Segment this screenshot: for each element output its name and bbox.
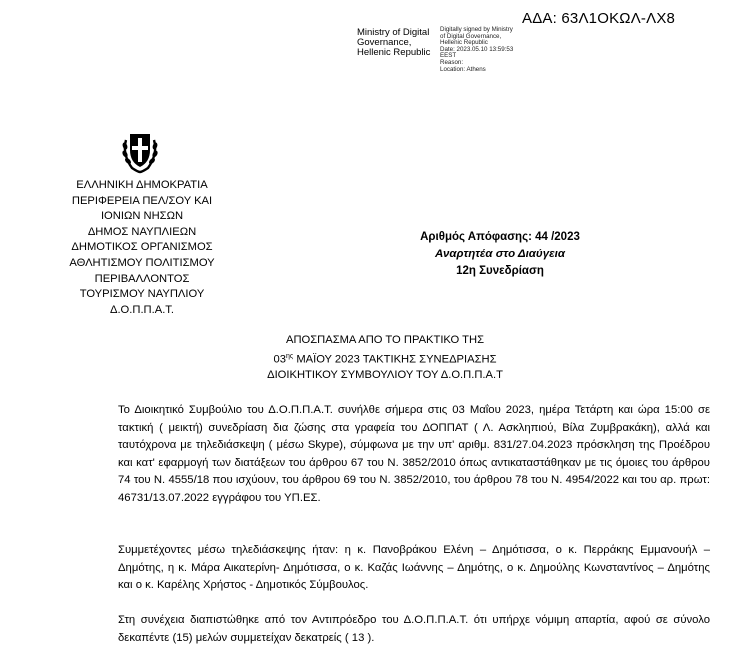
signer-line: Hellenic Republic [357,47,431,58]
heading-line-1: ΑΠΟΣΠΑΣΜΑ ΑΠΟ ΤΟ ΠΡΑΚΤΙΚΟ ΤΗΣ [286,334,484,346]
heading-day: 03 [273,353,286,366]
heading-line-3: ΔΙΟΙΚΗΤΙΚΟΥ ΣΥΜΒΟΥΛΙΟΥ ΤΟΥ Δ.Ο.Π.Π.Α.Τ [267,368,503,381]
signature-detail-line: Reason: [440,58,464,66]
issuer-line: ΔΗΜΟΤΙΚΟΣ ΟΡΓΑΝΙΣΜΟΣ [71,241,213,254]
issuer-line: ΔΗΜΟΣ ΝΑΥΠΛΙΕΩΝ [87,225,197,238]
issuer-line: ΠΕΡΙΦΕΡΕΙΑ ΠΕΛ/ΣΟΥ ΚΑΙ [71,194,213,207]
issuer-line: ΑΘΛΗΤΙΣΜΟΥ ΠΟΛΙΤΙΣΜΟΥ [69,256,215,269]
extract-heading [200,333,570,383]
signer-line: Governance, [357,37,412,48]
decision-posted: Αναρτητέα στο Διαύγεια [435,248,565,260]
signature-detail-line: Location: Athens [440,65,486,73]
decision-block [390,229,610,280]
heading-day-suffix: ης [285,352,294,360]
signature-detail-line: Hellenic Republic [440,39,488,47]
issuer-line: ΕΛΛΗΝΙΚΗ ΔΗΜΟΚΡΑΤΙΑ [76,179,208,191]
issuer-line: ΙΟΝΙΩΝ ΝΗΣΩΝ [100,210,184,223]
signature-signer [357,28,430,58]
greek-coat-of-arms-icon [120,130,160,174]
signature-detail-line: EEST [440,52,457,60]
issuer-line: Δ.Ο.Π.Π.Α.Τ. [109,303,175,316]
paragraph-participants: Συμμετέχοντες μέσω τηλεδιάσκεψης ήταν: η κ. Πανοβράκου Ελένη – Δημότισσα, ο κ. Περράκης Εμμανουήλ – Δημότης, η κ. Μάρα Αικατερίνη- Δημότισσα, ο κ. Καζάς Ιωάννης – Δημότης, ο κ. Δημούλης Κωνσταντίνος – Δημότης και ο κ. Καρέλης Χρήστος - Δημοτικός Σύμβουλος. [118,544,710,591]
signature-details [440,27,513,73]
decision-number: Αριθμός Απόφασης: 44 /2023 [420,231,580,243]
paragraph-quorum: Στη συνέχεια διαπιστώθηκε από τον Αντιπρόεδρο του Δ.Ο.Π.Π.Α.Τ. ότι υπήρχε νόμιμη απαρτία, αφού σε σύνολο δεκαπέντε (15) μελών συμμετείχαν δεκατρείς ( 13 ). [118,614,710,644]
heading-line-2 [200,349,570,368]
signature-detail-line: Date: 2023.05.10 13:59:53 [440,45,514,53]
signer-line: Ministry of Digital [357,27,430,38]
issuer-line: ΤΟΥΡΙΣΜΟΥ ΝΑΥΠΛΙΟΥ [79,288,205,301]
signature-detail-line: Digitally signed by Ministry [440,26,513,33]
issuer-line: ΠΕΡΙΒΑΛΛΟΝΤΟΣ [94,272,190,285]
ada-code: ΑΔΑ: 63Λ1ΟΚΩΛ-ΛΧ8 [522,10,676,27]
issuer-block [42,178,242,318]
paragraph-convening: Το Διοικητικό Συμβούλιο του Δ.Ο.Π.Π.Α.Τ. συνήλθε σήμερα στις 03 Μαΐου 2023, ημέρα Τετάρτη και ώρα 15:00 σε τακτική ( μεικτή) συνεδρίαση δια ζώσης στα γραφεία του ΔΟΠΠΑΤ ( Λ. Ασκληπιού, Βίλα Ζυμβρακάκη), αλλά και ταυτόχρονα με τηλεδιάσκεψη ( μέσω Skype), σύμφωνα με την υπ' αριθμ. 831/27.04.2023 πρόσκληση της Προέδρου και κατ' εφαρμογή των διατάξεων του άρθρου 67 του Ν. 3852/2010 όπως αντικαταστάθηκαν με τις όμοιες του άρθρου 74 του Ν. 4555/18 που ισχύουν, του άρθρου 69 του Ν. 3852/2010, του άρθρου 78 του Ν. 4954/2022 και του αρ. πρωτ: 46731/13.07.2022 εγγράφου του ΥΠ.ΕΣ. [118,404,710,504]
heading-date-rest: ΜΑΪΟΥ 2023 ΤΑΚΤΙΚΗΣ ΣΥΝΕΔΡΙΑΣΗΣ [293,353,497,366]
decision-session: 12η Συνεδρίαση [456,265,544,277]
signature-detail-line: of Digital Governance, [440,32,502,40]
